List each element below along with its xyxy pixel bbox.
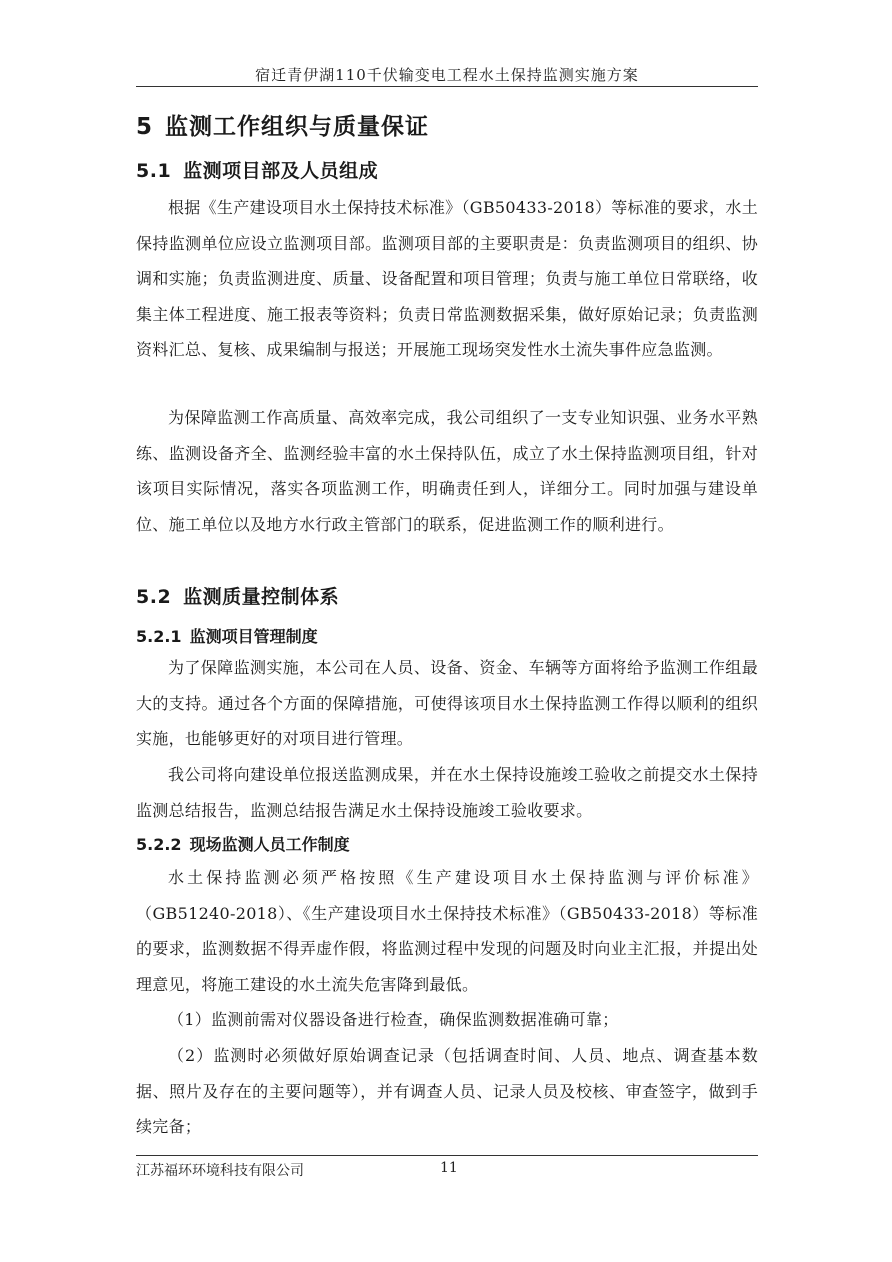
section-5-1-number: 5.1 <box>136 160 172 182</box>
section-5-2-2-item-2: （2）监测时必须做好原始调查记录（包括调查时间、人员、地点、调查基本数据、照片及存在的主要问题等），并有调查人员、记录人员及校核、审查签字，做到手续完备； <box>136 1046 758 1136</box>
section-5-2-1-heading <box>136 624 318 647</box>
section-5-2-1-title: 监测项目管理制度 <box>189 627 318 646</box>
section-5-2-1-paragraph-2: 我公司将向建设单位报送监测成果，并在水土保持设施竣工验收之前提交水土保持监测总结报告，监测总结报告满足水土保持设施竣工验收要求。 <box>136 765 758 820</box>
section-5-2-2-heading <box>136 832 350 855</box>
section-5-2-2-number: 5.2.2 <box>136 835 182 854</box>
section-5-title: 监测工作组织与质量保证 <box>165 114 430 140</box>
section-5-1-paragraph-1: 根据《生产建设项目水土保持技术标准》（GB50433-2018）等标准的要求，水土保持监测单位应设立监测项目部。监测项目部的主要职责是：负责监测项目的组织、协调和实施；负责监测进度、质量、设备配置和项目管理；负责与施工单位日常联络，收集主体工程进度、施工报表等资料；负责日常监测数据采集，做好原始记录；负责监测资料汇总、复核、成果编制与报送；开展施工现场突发性水土流失事件应急监测。 <box>136 198 758 359</box>
section-5-2-2-title: 现场监测人员工作制度 <box>189 835 350 854</box>
header-divider <box>136 86 758 87</box>
section-5-2-number: 5.2 <box>136 586 172 608</box>
section-5-1-title: 监测项目部及人员组成 <box>183 160 379 182</box>
section-5-2-2-paragraph-1: 水土保持监测必须严格按照《生产建设项目水土保持监测与评价标准》（GB51240-2018）、《生产建设项目水土保持技术标准》（GB50433-2018）等标准的要求，监测数据不得弄虚作假，将监测过程中发现的问题及时向业主汇报，并提出处理意见，将施工建设的水土流失危害降到最低。 <box>136 868 758 994</box>
section-5-1-heading <box>136 156 378 183</box>
section-5-2-1-number: 5.2.1 <box>136 627 182 646</box>
section-5-2-heading <box>136 582 339 609</box>
section-5-heading <box>136 108 429 141</box>
section-5-2-1-paragraph-1: 为了保障监测实施，本公司在人员、设备、资金、车辆等方面将给予监测工作组最大的支持。通过各个方面的保障措施，可使得该项目水土保持监测工作得以顺利的组织实施，也能够更好的对项目进行管理。 <box>136 658 758 748</box>
footer-divider <box>136 1155 758 1156</box>
header-title: 宿迁青伊湖110千伏输变电工程水土保持监测实施方案 <box>255 66 639 84</box>
page-number: 11 <box>440 1160 458 1176</box>
footer-company-name: 江苏福环环境科技有限公司 <box>136 1163 304 1179</box>
section-5-1-paragraph-2: 为保障监测工作高质量、高效率完成，我公司组织了一支专业知识强、业务水平熟练、监测设备齐全、监测经验丰富的水土保持队伍，成立了水土保持监测项目组，针对该项目实际情况，落实各项监测工作，明确责任到人，详细分工。同时加强与建设单位、施工单位以及地方水行政主管部门的联系，促进监测工作的顺利进行。 <box>136 408 758 534</box>
section-5-2-title: 监测质量控制体系 <box>183 586 340 608</box>
section-5-2-2-item-1: （1）监测前需对仪器设备进行检查，确保监测数据准确可靠； <box>168 1010 619 1029</box>
section-5-number: 5 <box>136 114 154 140</box>
